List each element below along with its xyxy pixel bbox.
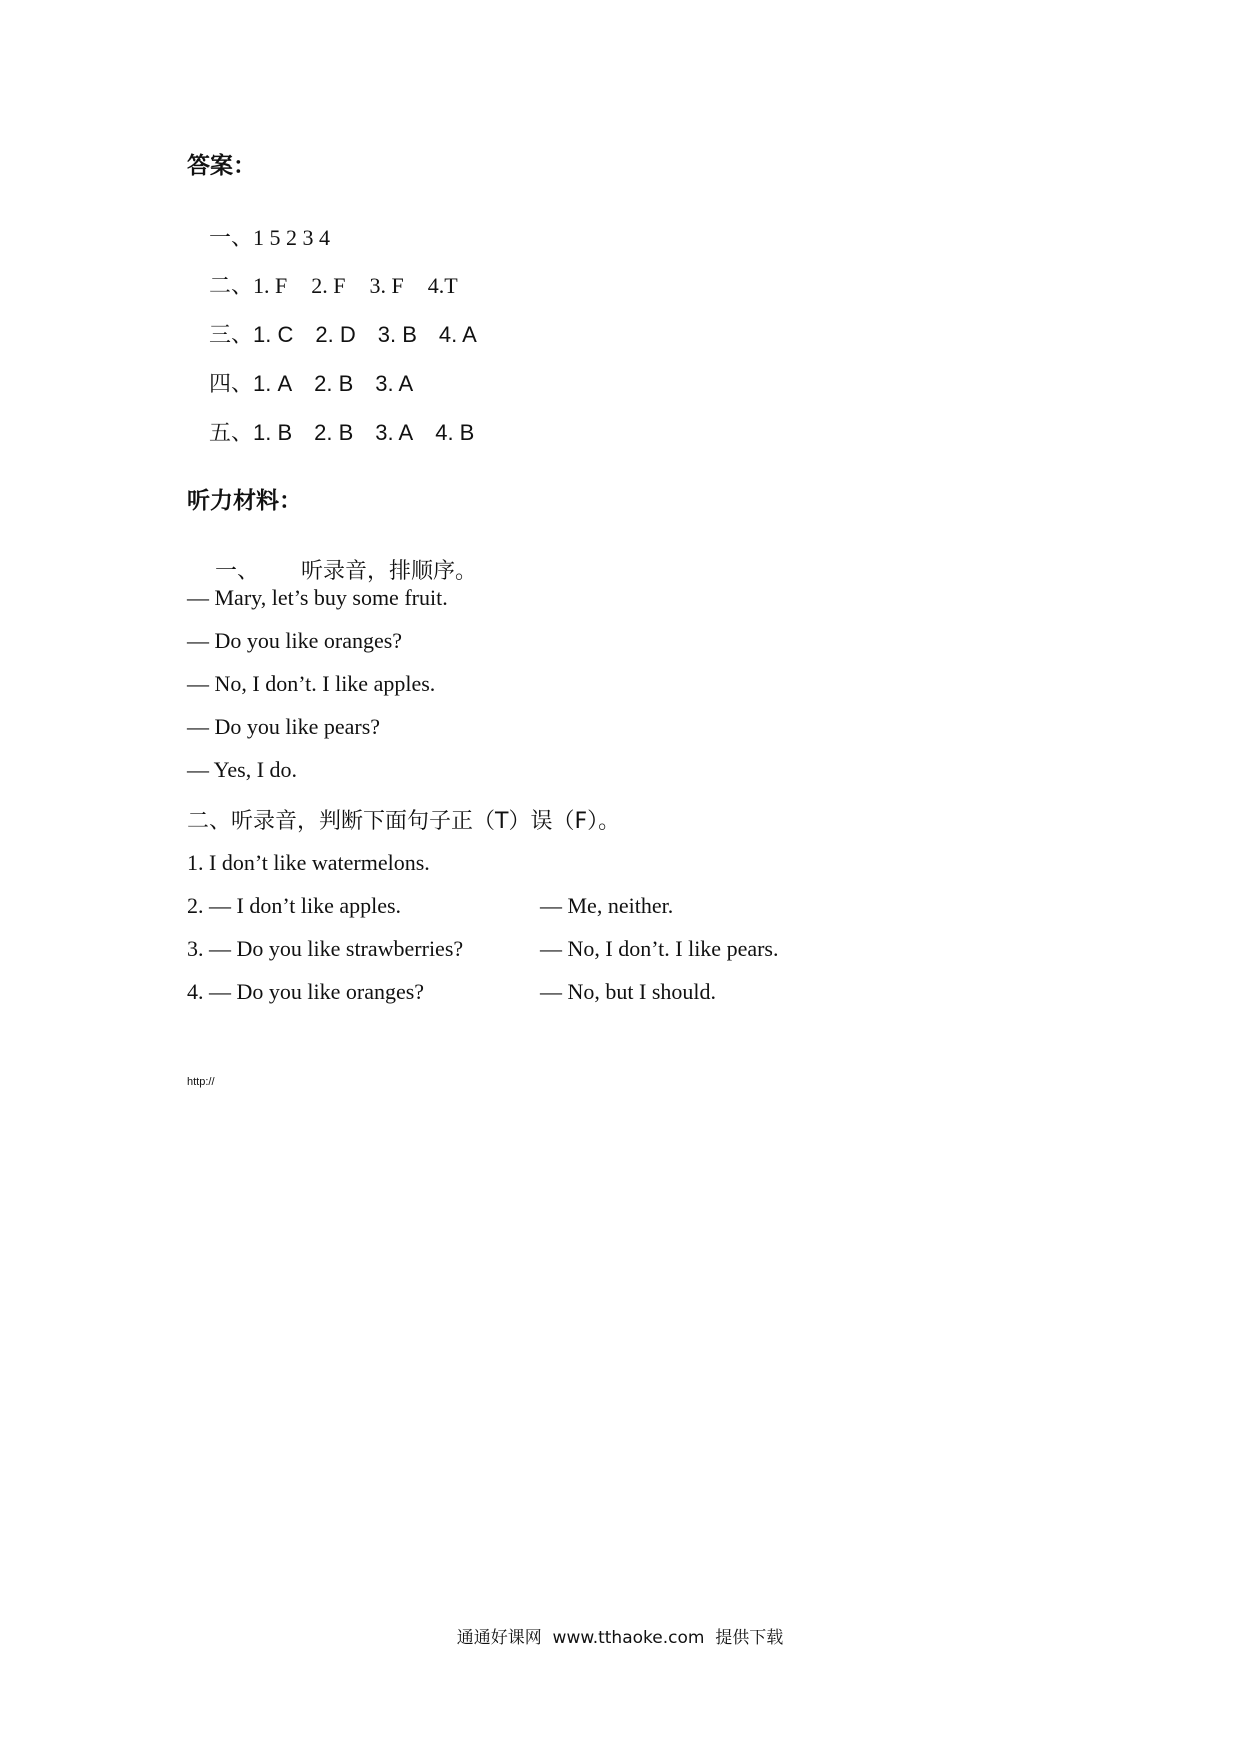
answer-value: 2. F (311, 273, 346, 298)
answer-value: 3. A (375, 371, 414, 396)
statement-item-left: 1. I don’t like watermelons. (187, 850, 430, 875)
statement-item-left: 3. — Do you like strawberries? (187, 936, 464, 961)
answer-row-5 (187, 400, 474, 467)
answer-row-number: 五、 (209, 421, 254, 446)
dialogue-line: — Do you like oranges? (187, 628, 403, 653)
answer-row-number: 二、 (209, 274, 254, 299)
answer-value: 2. D (315, 322, 356, 347)
url-text: http:// (187, 1076, 215, 1088)
statement-item-right: — No, I don’t. I like pears. (540, 936, 779, 961)
statement-item-right: — Me, neither. (540, 893, 674, 918)
answer-value: 2. B (314, 371, 354, 396)
answer-value: 4. A (438, 322, 477, 347)
answer-row-number: 四、 (209, 372, 254, 397)
answers-title: 答案： (187, 153, 256, 179)
answer-value: 1. F (253, 273, 288, 298)
statement-item-left: 2. — I don’t like apples. (187, 893, 402, 918)
answer-value: 3. F (369, 273, 404, 298)
dialogue-line: — No, I don’t. I like apples. (187, 671, 436, 696)
answer-row-number: 三、 (209, 323, 254, 348)
listening-title: 听力材料： (187, 488, 302, 514)
section-number: 一、 (214, 559, 259, 584)
answer-value: 1 5 2 3 4 (253, 225, 331, 250)
answer-value: 1. A (253, 371, 293, 396)
answer-value: 2. B (314, 420, 354, 445)
statement-item-right: — No, but I should. (540, 979, 716, 1004)
dialogue-line: — Yes, I do. (187, 757, 298, 782)
answer-value: 1. B (253, 420, 293, 445)
answer-value: 3. A (375, 420, 414, 445)
answer-value: 1. C (253, 322, 294, 347)
dialogue-line: — Mary, let’s buy some fruit. (187, 585, 448, 610)
section-instruction: 听录音，排顺序。 (301, 559, 478, 584)
answer-value: 3. B (377, 322, 417, 347)
footer-text: 通通好课网 www.tthaoke.com 提供下载 (456, 1628, 784, 1648)
answer-value: 4.T (427, 273, 458, 298)
statement-item-left: 4. — Do you like oranges? (187, 979, 425, 1004)
answer-row-number: 一、 (209, 226, 254, 251)
answer-value: 4. B (435, 420, 475, 445)
dialogue-line: — Do you like pears? (187, 714, 381, 739)
listening-section-2-heading: 二、听录音，判断下面句子正（T）误（F）。 (187, 809, 621, 834)
